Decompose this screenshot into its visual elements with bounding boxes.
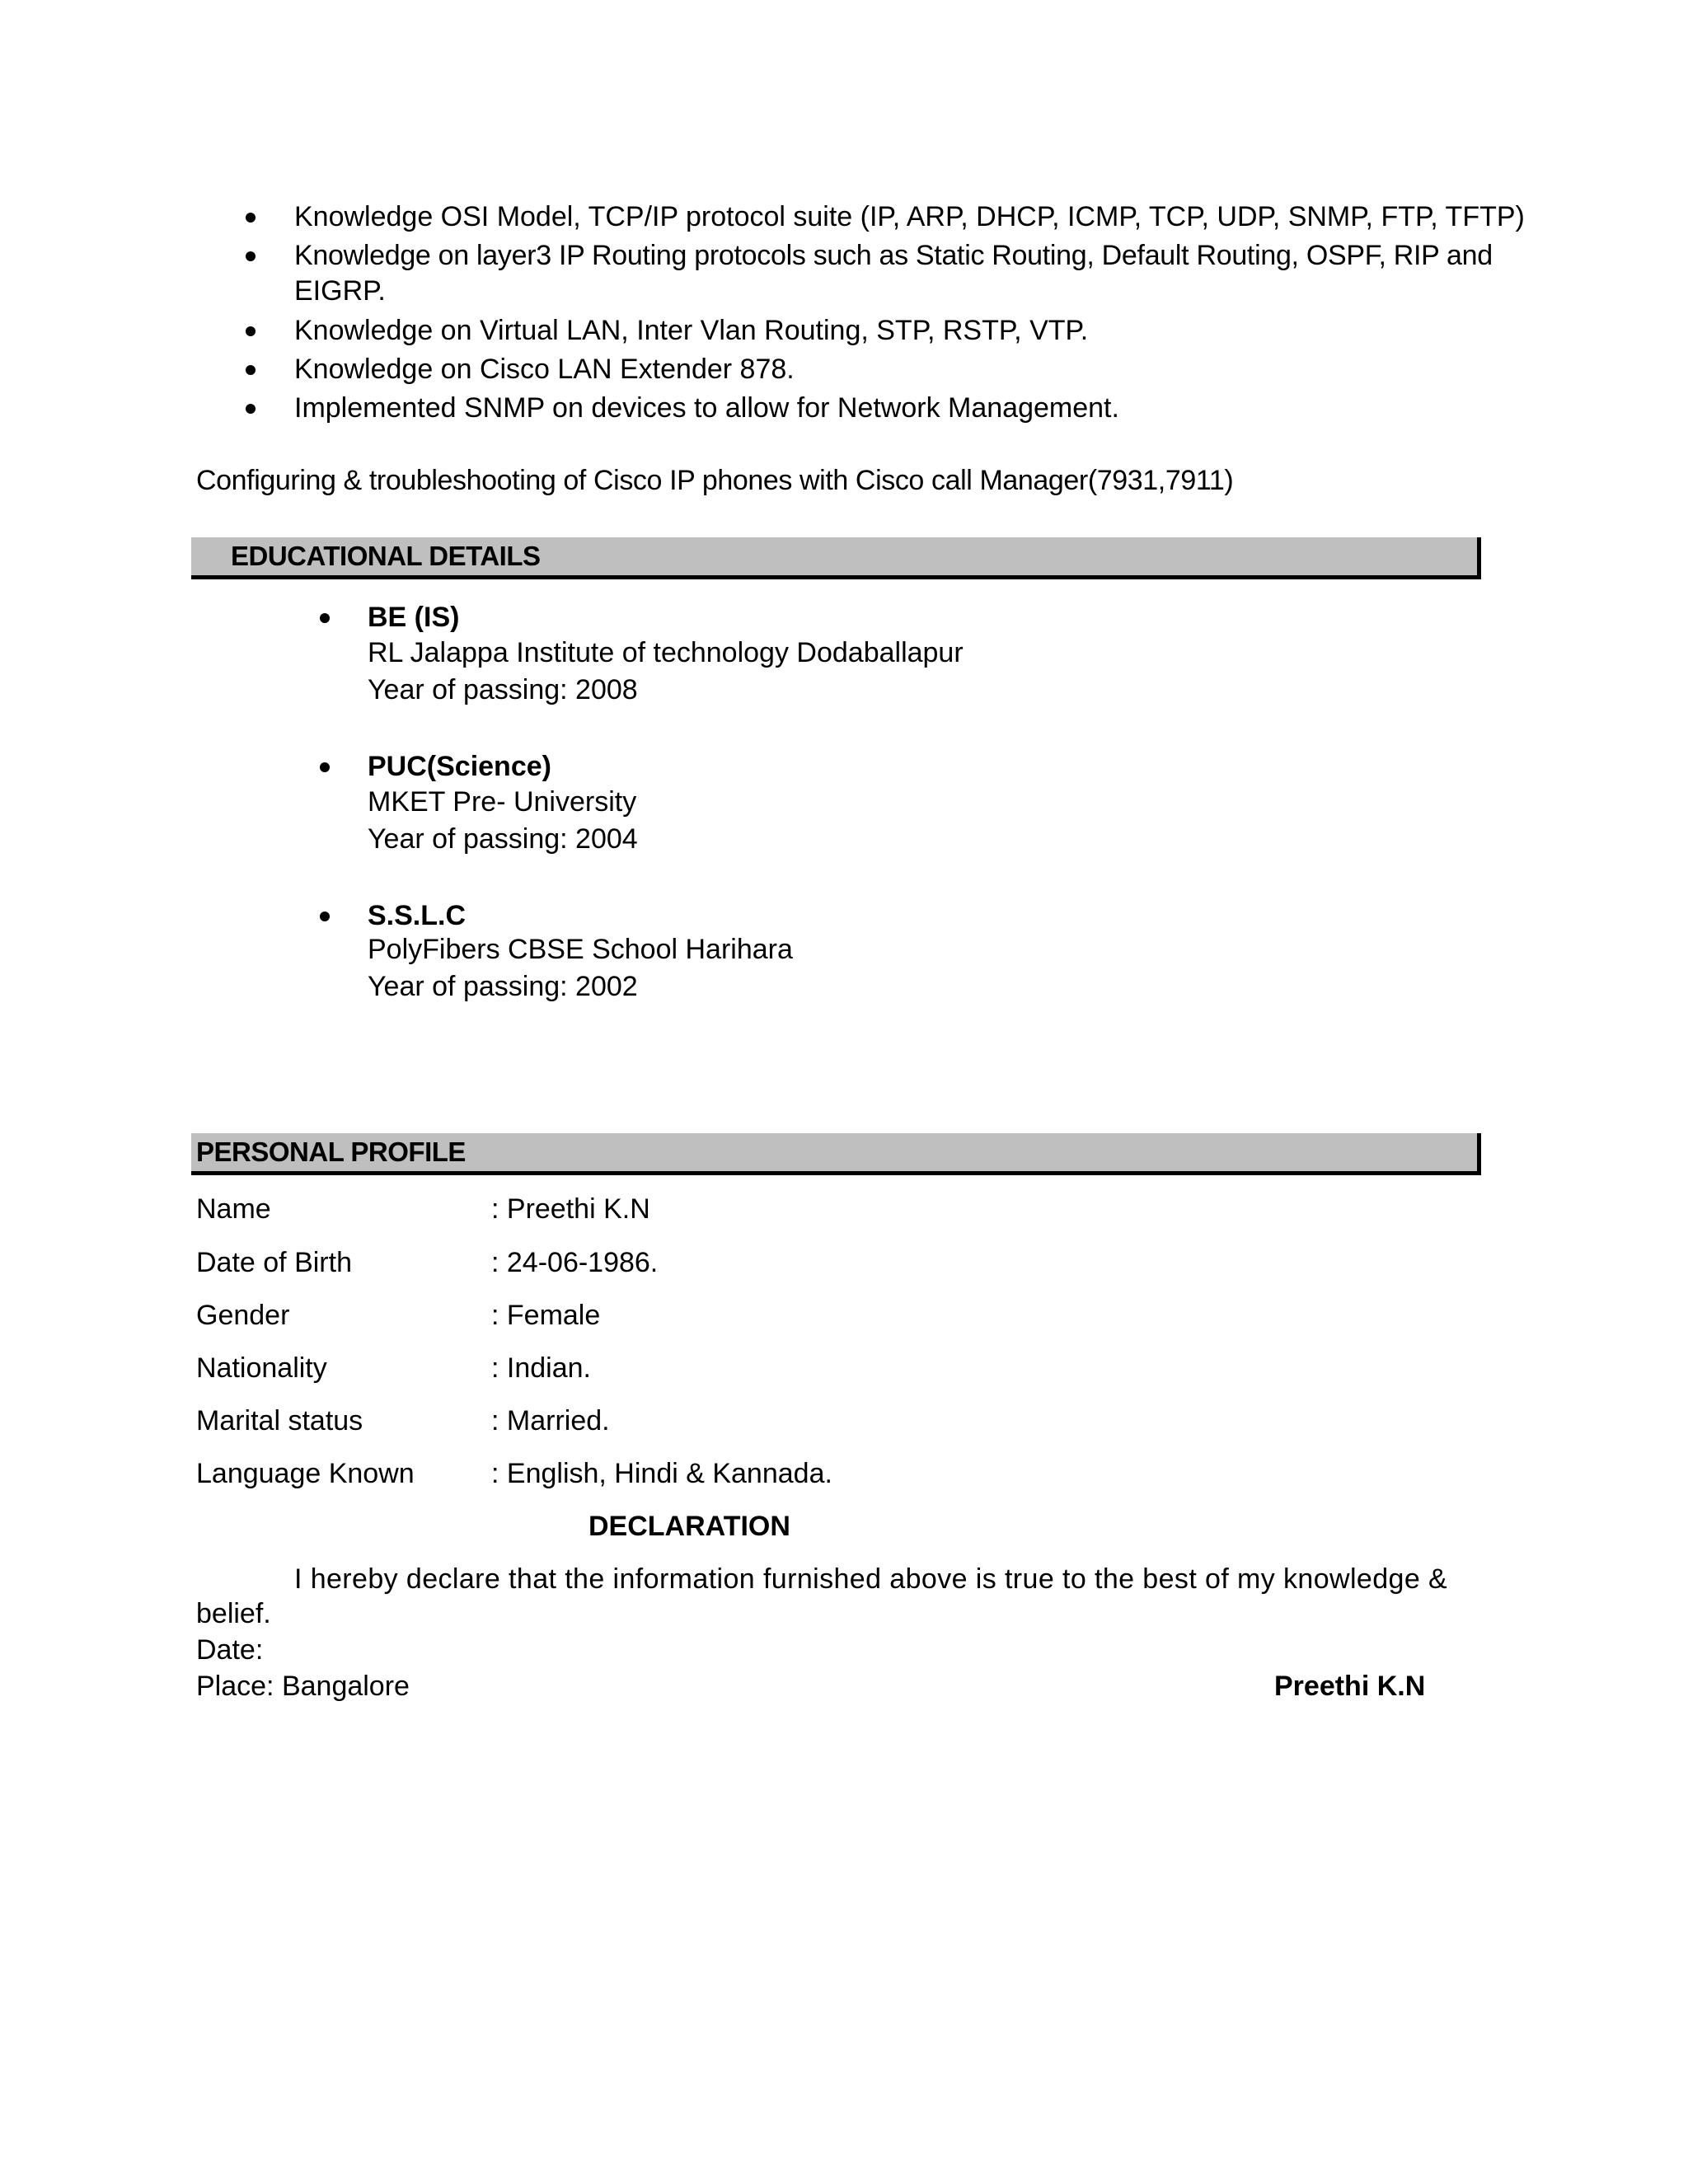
date-label: Date:: [196, 1634, 264, 1666]
profile-value: : Indian.: [491, 1352, 591, 1384]
skill-item: Knowledge on Virtual LAN, Inter Vlan Routing, STP, RSTP, VTP.: [294, 315, 1089, 346]
profile-value: : 24-06-1986.: [491, 1247, 659, 1278]
skill-item: Implemented SNMP on devices to allow for Network Management.: [294, 392, 1119, 424]
profile-value: : Female: [491, 1300, 601, 1331]
declaration-heading: DECLARATION: [588, 1511, 790, 1542]
bullet-icon: [246, 326, 256, 336]
skill-item-continuation: EIGRP.: [294, 275, 386, 307]
education-institute: RL Jalappa Institute of technology Dodaballapur: [368, 637, 964, 668]
profile-label: Language Known: [196, 1458, 415, 1489]
skill-item: Knowledge on layer3 IP Routing protocols such as Static Routing, Default Routing, OSPF, RIP and: [294, 240, 1493, 271]
profile-value: : English, Hindi & Kannada.: [491, 1458, 832, 1489]
profile-label: Nationality: [196, 1352, 327, 1384]
bullet-icon: [320, 613, 330, 623]
config-line: Configuring & troubleshooting of Cisco IP phones with Cisco call Manager(7931,7911): [196, 465, 1234, 496]
profile-value: : Preethi K.N: [491, 1193, 650, 1225]
skill-item: Knowledge OSI Model, TCP/IP protocol suite (IP, ARP, DHCP, ICMP, TCP, UDP, SNMP, FTP, TFTP): [294, 201, 1525, 232]
bullet-icon: [246, 365, 256, 375]
bullet-icon: [320, 912, 330, 921]
education-degree: BE (IS): [368, 602, 460, 633]
profile-label: Gender: [196, 1300, 290, 1331]
education-year: Year of passing: 2008: [368, 674, 638, 705]
education-degree: S.S.L.C: [368, 900, 467, 931]
signature-name: Preethi K.N: [1274, 1671, 1426, 1702]
bullet-icon: [246, 251, 256, 261]
bullet-icon: [246, 404, 256, 414]
declaration-text-continuation: belief.: [196, 1598, 271, 1629]
bullet-icon: [246, 213, 256, 223]
education-institute: PolyFibers CBSE School Harihara: [368, 934, 793, 965]
education-degree: PUC(Science): [368, 751, 551, 782]
education-institute: MKET Pre- University: [368, 786, 637, 818]
education-year: Year of passing: 2004: [368, 823, 638, 855]
education-section-header: [191, 537, 1481, 579]
education-year: Year of passing: 2002: [368, 971, 638, 1002]
profile-heading: PERSONAL PROFILE: [196, 1137, 466, 1167]
declaration-text: I hereby declare that the information furnished above is true to the best of my knowledge &: [294, 1563, 1448, 1595]
bullet-icon: [320, 762, 330, 772]
place-label: Place: Bangalore: [196, 1671, 410, 1702]
profile-label: Marital status: [196, 1405, 363, 1436]
profile-section-header: [191, 1133, 1481, 1175]
profile-label: Date of Birth: [196, 1247, 352, 1278]
profile-label: Name: [196, 1193, 271, 1225]
education-heading: EDUCATIONAL DETAILS: [231, 541, 541, 571]
profile-value: : Married.: [491, 1405, 610, 1436]
skill-item: Knowledge on Cisco LAN Extender 878.: [294, 354, 795, 385]
